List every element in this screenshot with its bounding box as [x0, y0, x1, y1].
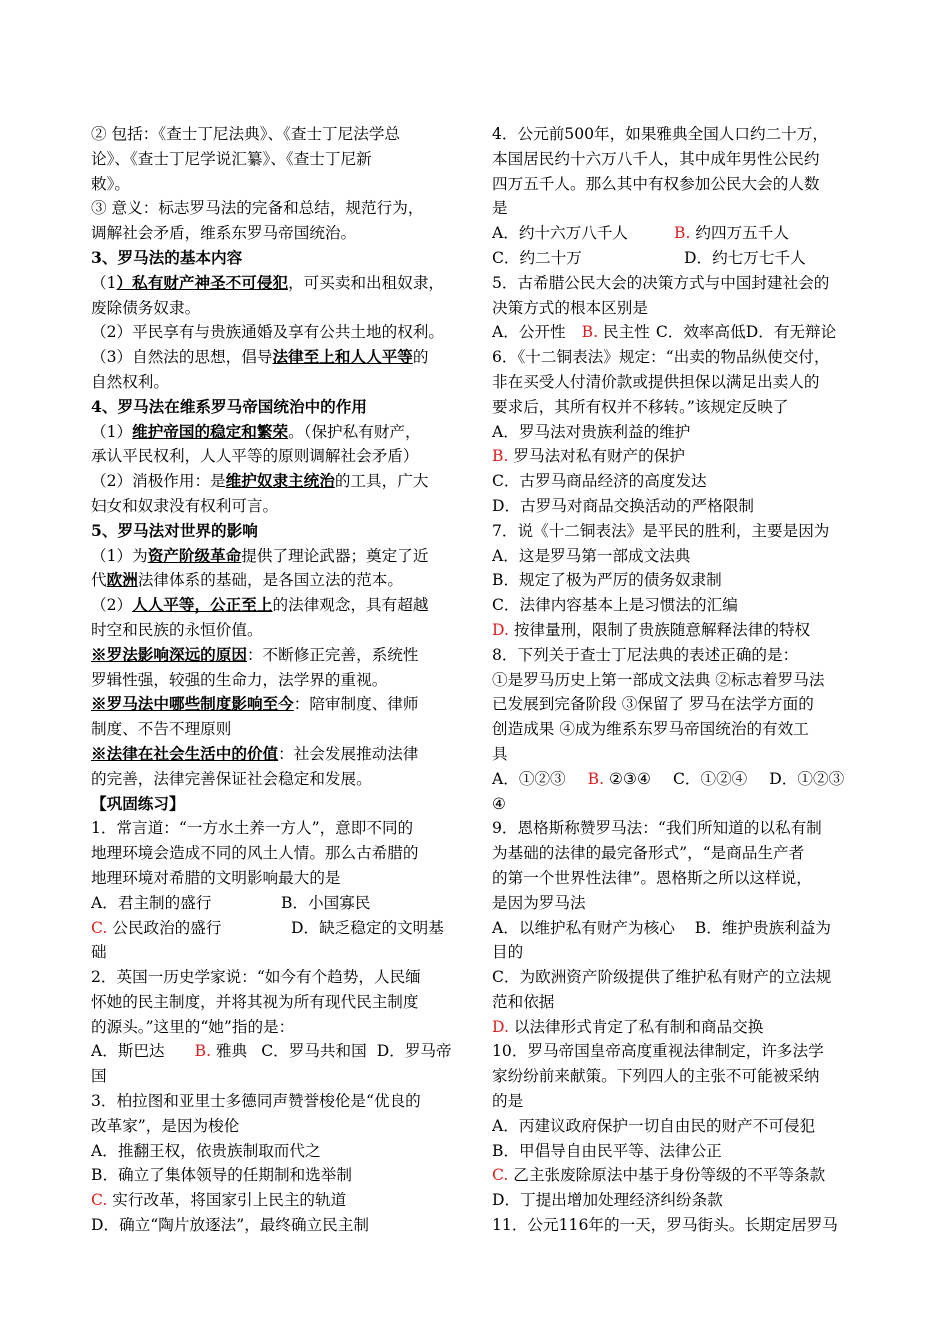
option-line: D．古罗马对商品交换活动的严格限制 — [492, 496, 755, 515]
question-line: 已发展到完备阶段 ③保留了 罗马在法学方面的 — [492, 695, 814, 714]
right-column — [492, 122, 870, 1238]
option-line: A．①②③ B. ②③④ C．①②④ D．①②③ — [492, 769, 845, 788]
text-line: 废除债务奴隶。 — [91, 298, 201, 317]
text-line: 自然权利。 — [91, 372, 169, 391]
question-line: 非在买受人付清价款或提供担保以满足出卖人的 — [492, 372, 820, 391]
option-line: C．约二十万 D．约七万七千人 — [492, 248, 806, 267]
text-line: 调解社会矛盾，维系东罗马帝国统治。 — [91, 224, 357, 243]
question-line: 4．公元前500年，如果雅典全国人口约二十万， — [492, 125, 828, 143]
answer-mark: C. — [91, 918, 108, 937]
option-line: D. 按律量刑，限制了贵族随意解释法律的特权 — [492, 620, 811, 639]
key-term: ）私有财产神圣不可侵犯 — [116, 272, 289, 292]
text-line: ③ 意义：标志罗马法的完备和总结，规范行为， — [91, 199, 424, 218]
option-line: C．法律内容基本上是习惯法的汇编 — [492, 596, 738, 615]
option-line: B．确立了集体领导的任期制和选举制 — [91, 1166, 352, 1185]
question-line: 11．公元116年的一天，罗马街头。长期定居罗马 — [492, 1216, 838, 1235]
note-line: ※法律在社会生活中的价值：社会发展推动法律 — [91, 743, 419, 763]
question-line: 本国居民约十六万八千人，其中成年男性公民约 — [492, 149, 820, 168]
question-line: 2．英国一历史学家说：“如今有个趋势，人民缅 — [91, 968, 421, 987]
note-key: ※罗马法中哪些制度影响至今 — [91, 694, 294, 714]
question-line: 是 — [492, 199, 508, 218]
question-line: 怀她的民主制度，并将其视为所有现代民主制度 — [91, 992, 419, 1011]
text-line: 制度、不告不理原则 — [91, 720, 232, 739]
answer-mark: B. — [587, 769, 605, 788]
text-line: 代欧洲法律体系的基础，是各国立法的范本。 — [91, 570, 403, 590]
question-line: 8．下列关于查士丁尼法典的表述正确的是： — [492, 645, 799, 664]
option-line: A．约十六万八千人 B. 约四万五千人 — [492, 224, 789, 243]
question-line: 为基础的法律的最完备形式”，“是商品生产者 — [492, 844, 805, 863]
option-line: D．丁提出增加处理经济纠纷条款 — [492, 1191, 723, 1210]
option-line: ④ — [492, 794, 506, 813]
question-line: 的源头。”这里的“她”指的是： — [91, 1017, 295, 1036]
question-line: 四万五千人。那么其中有权参加公民大会的人数 — [492, 174, 820, 193]
question-line: 10．罗马帝国皇帝高度重视法律制定，许多法学 — [492, 1042, 824, 1061]
answer-mark: D. — [492, 620, 509, 639]
note-line: ※罗马法中哪些制度影响至今：陪审制度、律师 — [91, 694, 419, 714]
question-line: 家纷纷前来献策。下列四人的主张不可能被采纳 — [492, 1067, 820, 1086]
option-line: C．为欧洲资产阶级提供了维护私有财产的立法规 — [492, 968, 832, 987]
question-line: 是因为罗马法 — [492, 893, 586, 912]
option-line: 目的 — [492, 943, 524, 962]
option-line: 国 — [91, 1067, 107, 1086]
question-line: 地理环境会造成不同的风土人情。那么古希腊的 — [91, 844, 419, 863]
text-line: 的完善，法律完善保证社会稳定和发展。 — [91, 769, 372, 788]
key-term: 法律至上和人人平等 — [272, 347, 413, 367]
section-heading: 5、罗马法对世界的影响 — [91, 520, 258, 540]
question-line: 的是 — [492, 1092, 524, 1111]
question-line: 具 — [492, 744, 508, 763]
text-line: 论》、《查士丁尼学说汇纂》、《查士丁尼新 — [91, 149, 372, 168]
option-line: A．丙建议政府保护一切自由民的财产不可侵犯 — [492, 1116, 816, 1135]
text-line: （3）自然法的思想，倡导法律至上和人人平等的 — [91, 347, 429, 367]
question-line: 创造成果 ④成为维系东罗马帝国统治的有效工 — [492, 720, 809, 739]
answer-mark: C. — [91, 1191, 108, 1210]
option-line: C. 乙主张废除原法中基于身份等级的不平等条款 — [492, 1166, 826, 1185]
question-line: 决策方式的根本区别是 — [492, 298, 648, 317]
question-line: 要求后，其所有权并不移转。”该规定反映了 — [492, 397, 789, 416]
text-line: 承认平民权利，人人平等的原则调解社会矛盾） — [91, 447, 419, 466]
option-line: C. 实行改革，将国家引上民主的轨道 — [91, 1191, 347, 1210]
question-line: 1．常言道：“一方水土养一方人”，意即不同的 — [91, 819, 414, 838]
text-line: 妇女和奴隶没有权利可言。 — [91, 496, 279, 515]
option-line: C．古罗马商品经济的高度发达 — [492, 472, 707, 491]
answer-mark: B. — [492, 447, 509, 466]
section-heading: 3、罗马法的基本内容 — [91, 247, 243, 267]
note-key: ※法律在社会生活中的价值 — [91, 743, 279, 763]
text-line: （1）维护帝国的稳定和繁荣。（保护私有财产， — [91, 421, 421, 441]
section-heading: 4、罗马法在维系罗马帝国统治中的作用 — [91, 396, 367, 416]
option-line: A．公开性 B. 民主性 C．效率高低D．有无辩论 — [492, 323, 837, 342]
question-line: 改革家”，是因为梭伦 — [91, 1116, 240, 1135]
question-line: 9．恩格斯称赞罗马法：“我们所知道的以私有制 — [492, 819, 822, 838]
text-line: 罗辑性强，较强的生命力，法学界的重视。 — [91, 670, 388, 689]
text-line: 敕》。 — [91, 174, 130, 193]
text-line: （1）为资产阶级革命提供了理论武器；奠定了近 — [91, 545, 429, 565]
answer-mark: C. — [492, 1166, 509, 1185]
left-column — [91, 122, 469, 1238]
text-line: （2）平民享有与贵族通婚及享有公共土地的权利。 — [91, 323, 444, 342]
answer-mark: B. — [581, 323, 599, 342]
key-term: 人人平等，公正至上 — [132, 595, 273, 615]
question-line: 7．说《十二铜表法》是平民的胜利，主要是因为 — [492, 521, 830, 540]
answer-mark: D. — [492, 1017, 509, 1036]
option-line: A．推翻王权，依贵族制取而代之 — [91, 1141, 321, 1160]
option-line: C. 公民政治的盛行 D．缺乏稳定的文明基 — [91, 918, 444, 937]
option-line: A．以维护私有财产为核心 B．维护贵族利益为 — [492, 918, 832, 937]
answer-mark: B. — [194, 1042, 212, 1061]
answer-mark: B. — [674, 224, 691, 243]
question-line: 的第一个世界性法律”。恩格斯之所以这样说， — [492, 868, 812, 887]
text-line: 时空和民族的永恒价值。 — [91, 620, 263, 639]
text-line: （2）消极作用：是维护奴隶主统治的工具，广大 — [91, 471, 429, 491]
key-term: 资产阶级革命 — [147, 545, 242, 565]
option-line: A．君主制的盛行 B．小国寡民 — [91, 893, 371, 912]
option-line: B. 罗马法对私有财产的保护 — [492, 447, 685, 466]
question-line: 3．柏拉图和亚里士多德同声赞誉梭伦是“优良的 — [91, 1092, 421, 1111]
option-line: 范和依据 — [492, 992, 555, 1011]
text-line: （1）私有财产神圣不可侵犯，可买卖和出租奴隶， — [91, 272, 445, 292]
text-line: （2）人人平等，公正至上的法律观念，具有超越 — [91, 595, 429, 615]
note-key: ※罗法影响深远的原因 — [91, 644, 247, 664]
question-line: 地理环境对希腊的文明影响最大的是 — [91, 868, 341, 887]
option-line: A．这是罗马第一部成文法典 — [492, 546, 691, 565]
question-line: ①是罗马历史上第一部成文法典 ②标志着罗马法 — [492, 670, 825, 689]
key-term: 维护帝国的稳定和繁荣 — [132, 421, 289, 441]
option-line: B．规定了极为严厉的债务奴隶制 — [492, 571, 722, 590]
key-term: 维护奴隶主统治 — [225, 471, 335, 491]
option-line: A．罗马法对贵族利益的维护 — [492, 422, 691, 441]
practice-title: 【巩固练习】 — [91, 793, 185, 813]
question-line: 6．《十二铜表法》规定：“出卖的物品纵使交付， — [492, 348, 830, 367]
note-line: ※罗法影响深远的原因：不断修正完善，系统性 — [91, 644, 419, 664]
option-line: 础 — [91, 943, 107, 962]
key-term: 欧洲 — [106, 570, 138, 590]
text-line: ② 包括：《查士丁尼法典》、《查士丁尼法学总 — [91, 125, 401, 143]
question-line: 5．古希腊公民大会的决策方式与中国封建社会的 — [492, 273, 830, 292]
option-line: D. 以法律形式肯定了私有制和商品交换 — [492, 1017, 764, 1036]
option-line: D．确立“陶片放逐法”，最终确立民主制 — [91, 1216, 369, 1235]
option-line: B．甲倡导自由民平等、法律公正 — [492, 1141, 722, 1160]
option-line: A．斯巴达 B. 雅典 C．罗马共和国 D．罗马帝 — [91, 1042, 452, 1061]
